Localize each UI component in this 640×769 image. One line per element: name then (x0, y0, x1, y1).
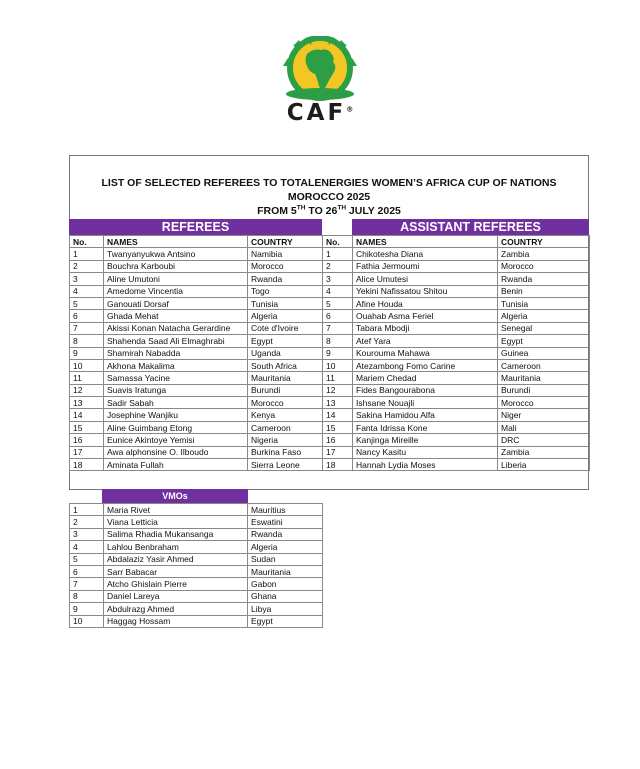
cell-no: 10 (70, 359, 104, 371)
cell-country: Benin (498, 285, 590, 297)
cell-country: Eswatini (248, 516, 323, 528)
cell-country: Egypt (498, 335, 590, 347)
cell-name: Fanta Idrissa Kone (353, 421, 498, 433)
cell-country: Cameroon (248, 421, 323, 433)
cell-name: Nancy Kasitu (353, 446, 498, 458)
cell-name: Kanjinga Mireille (353, 434, 498, 446)
table-row (323, 310, 590, 322)
cell-country: Kenya (248, 409, 323, 421)
cell-country: Senegal (498, 322, 590, 334)
cell-country: Tunisia (248, 297, 323, 309)
cell-name: Kourouma Mahawa (353, 347, 498, 359)
cell-no: 17 (323, 446, 353, 458)
cell-name: Josephine Wanjiku (104, 409, 248, 421)
cell-name: Ishsane Nouajli (353, 397, 498, 409)
table-row (70, 372, 323, 384)
cell-no: 4 (70, 285, 104, 297)
table-row (70, 260, 323, 272)
document-title (69, 176, 589, 218)
cell-no: 2 (323, 260, 353, 272)
cell-name: Ghada Mehat (104, 310, 248, 322)
table-row (70, 541, 323, 553)
cell-no: 11 (323, 372, 353, 384)
cell-no: 2 (70, 260, 104, 272)
cell-name: Salima Rhadia Mukansanga (104, 528, 248, 540)
cell-no: 11 (70, 372, 104, 384)
cell-name: Abdalaziz Yasir Ahmed (104, 553, 248, 565)
table-row (70, 310, 323, 322)
cell-name: Akissi Konan Natacha Gerardine (104, 322, 248, 334)
cell-name: Awa alphonsine O. Ilboudo (104, 446, 248, 458)
cell-name: Afine Houda (353, 297, 498, 309)
cell-country: Rwanda (248, 528, 323, 540)
cell-no: 1 (70, 504, 104, 516)
cell-name: Sarr Babacar (104, 565, 248, 577)
cell-no: 3 (323, 273, 353, 285)
cell-no: 14 (70, 409, 104, 421)
cell-name: Akhona Makalima (104, 359, 248, 371)
cell-name: Lahlou Benbraham (104, 541, 248, 553)
cell-country: Niger (498, 409, 590, 421)
cell-country: DRC (498, 434, 590, 446)
cell-name: Sakina Hamidou Alfa (353, 409, 498, 421)
cell-country: Burkina Faso (248, 446, 323, 458)
cell-country: Cameroon (498, 359, 590, 371)
cell-name: Hannah Lydia Moses (353, 459, 498, 471)
cell-country: Algeria (498, 310, 590, 322)
table-row (323, 273, 590, 285)
cell-no: 12 (70, 384, 104, 396)
cell-no: 9 (70, 603, 104, 615)
cell-no: 8 (70, 335, 104, 347)
cell-name: Shamirah Nabadda (104, 347, 248, 359)
cell-country: Togo (248, 285, 323, 297)
cell-name: Ganouati Dorsaf (104, 297, 248, 309)
table-row (70, 528, 323, 540)
title-line-2: MOROCCO 2025 (287, 191, 371, 203)
table-row (70, 273, 323, 285)
cell-no: 7 (323, 322, 353, 334)
cell-no: 3 (70, 273, 104, 285)
cell-country: Liberia (498, 459, 590, 471)
cell-name: Fides Bangourabona (353, 384, 498, 396)
cell-no: 7 (70, 578, 104, 590)
table-row (70, 446, 323, 458)
cell-no: 10 (70, 615, 104, 627)
cell-country: Gabon (248, 578, 323, 590)
table-row (323, 384, 590, 396)
cell-no: 1 (323, 248, 353, 260)
cell-name: Chikotesha Diana (353, 248, 498, 260)
cell-name: Amedome Vincentia (104, 285, 248, 297)
cell-country: Mauritania (248, 565, 323, 577)
col-header-country: COUNTRY (248, 236, 323, 248)
cell-no: 9 (323, 347, 353, 359)
caf-logo-text: CAF® (286, 100, 354, 126)
table-row (323, 285, 590, 297)
cell-no: 14 (323, 409, 353, 421)
cell-country: Nigeria (248, 434, 323, 446)
cell-no: 4 (323, 285, 353, 297)
cell-no: 18 (70, 459, 104, 471)
cell-no: 13 (323, 397, 353, 409)
table-row (70, 553, 323, 565)
cell-no: 2 (70, 516, 104, 528)
table-row (323, 359, 590, 371)
table-row (323, 434, 590, 446)
table-row (323, 446, 590, 458)
cell-country: Cote d'Ivoire (248, 322, 323, 334)
cell-no: 15 (323, 421, 353, 433)
cell-name: Maria Rivet (104, 504, 248, 516)
cell-country: Guinea (498, 347, 590, 359)
table-row (70, 578, 323, 590)
cell-country: Tunisia (498, 297, 590, 309)
cell-country: Zambia (498, 248, 590, 260)
table-row (70, 384, 323, 396)
table-row (70, 335, 323, 347)
cell-no: 13 (70, 397, 104, 409)
cell-country: Mauritania (498, 372, 590, 384)
cell-name: Yekini Nafissatou Shitou (353, 285, 498, 297)
table-row (323, 322, 590, 334)
caf-emblem-icon (283, 36, 357, 100)
table-row (323, 372, 590, 384)
cell-name: Twanyanyukwa Antsino (104, 248, 248, 260)
col-header-country: COUNTRY (498, 236, 590, 248)
cell-name: Ouahab Asma Feriel (353, 310, 498, 322)
cell-no: 8 (70, 590, 104, 602)
cell-name: Aline Guimbang Etong (104, 421, 248, 433)
col-header-names: NAMES (353, 236, 498, 248)
cell-no: 16 (70, 434, 104, 446)
table-row (70, 565, 323, 577)
cell-country: Burundi (248, 384, 323, 396)
cell-country: Mauritius (248, 504, 323, 516)
table-row (70, 504, 323, 516)
cell-no: 10 (323, 359, 353, 371)
table-row (323, 260, 590, 272)
vmos-table (69, 503, 323, 628)
table-row (70, 248, 323, 260)
cell-country: Uganda (248, 347, 323, 359)
cell-country: Zambia (498, 446, 590, 458)
table-row (323, 397, 590, 409)
registered-mark: ® (346, 105, 354, 114)
col-header-names: NAMES (104, 236, 248, 248)
cell-country: Ghana (248, 590, 323, 602)
table-row (70, 285, 323, 297)
table-row (323, 335, 590, 347)
referees-heading: REFEREES (69, 219, 322, 235)
col-header-no: No. (70, 236, 104, 248)
cell-name: Samassa Yacine (104, 372, 248, 384)
table-row (70, 434, 323, 446)
cell-name: Atezambong Fomo Carine (353, 359, 498, 371)
table-row (70, 322, 323, 334)
cell-country: Morocco (248, 260, 323, 272)
cell-no: 8 (323, 335, 353, 347)
table-row (323, 347, 590, 359)
cell-country: Rwanda (248, 273, 323, 285)
cell-name: Bouchra Karboubi (104, 260, 248, 272)
cell-no: 12 (323, 384, 353, 396)
cell-name: Haggag Hossam (104, 615, 248, 627)
cell-country: Mauritania (248, 372, 323, 384)
table-row (323, 409, 590, 421)
table-row (323, 248, 590, 260)
cell-no: 5 (323, 297, 353, 309)
assistant-referees-heading: ASSISTANT REFEREES (352, 219, 589, 235)
cell-country: Algeria (248, 310, 323, 322)
cell-country: Sudan (248, 553, 323, 565)
cell-name: Aminata Fullah (104, 459, 248, 471)
cell-no: 6 (323, 310, 353, 322)
table-row (70, 359, 323, 371)
assistant-referees-table (322, 235, 590, 471)
table-row (70, 603, 323, 615)
table-row (70, 421, 323, 433)
cell-name: Shahenda Saad Ali Elmaghrabi (104, 335, 248, 347)
title-line-1: LIST OF SELECTED REFEREES TO TOTALENERGIES WOMEN’S AFRICA CUP OF NATIONS (101, 177, 557, 189)
cell-no: 7 (70, 322, 104, 334)
table-row (70, 409, 323, 421)
table-row (323, 459, 590, 471)
cell-name: Aline Umutoni (104, 273, 248, 285)
cell-no: 1 (70, 248, 104, 260)
cell-country: Sierra Leone (248, 459, 323, 471)
cell-no: 6 (70, 310, 104, 322)
cell-no: 6 (70, 565, 104, 577)
cell-no: 3 (70, 528, 104, 540)
table-row (70, 459, 323, 471)
cell-name: Atcho Ghislain Pierre (104, 578, 248, 590)
cell-name: Sadir Sabah (104, 397, 248, 409)
title-line-3: FROM 5TH TO 26TH JULY 2025 (257, 204, 401, 217)
cell-name: Atef Yara (353, 335, 498, 347)
cell-country: Mali (498, 421, 590, 433)
cell-no: 9 (70, 347, 104, 359)
cell-name: Viana Letticia (104, 516, 248, 528)
table-row (70, 397, 323, 409)
cell-name: Daniel Lareya (104, 590, 248, 602)
table-row (70, 516, 323, 528)
cell-country: Morocco (248, 397, 323, 409)
table-header-row (323, 236, 590, 248)
cell-no: 5 (70, 553, 104, 565)
table-row (70, 297, 323, 309)
cell-country: Morocco (498, 260, 590, 272)
cell-name: Suavis Iratunga (104, 384, 248, 396)
cell-country: Egypt (248, 335, 323, 347)
col-header-no: No. (323, 236, 353, 248)
cell-country: South Africa (248, 359, 323, 371)
cell-name: Fathia Jermoumi (353, 260, 498, 272)
cell-country: Namibia (248, 248, 323, 260)
cell-no: 5 (70, 297, 104, 309)
cell-name: Mariem Chedad (353, 372, 498, 384)
cell-no: 18 (323, 459, 353, 471)
cell-no: 15 (70, 421, 104, 433)
cell-country: Rwanda (498, 273, 590, 285)
cell-no: 17 (70, 446, 104, 458)
cell-no: 16 (323, 434, 353, 446)
referees-table (69, 235, 323, 471)
cell-country: Egypt (248, 615, 323, 627)
cell-name: Alice Umutesi (353, 273, 498, 285)
vmos-heading: VMOs (102, 489, 248, 503)
cell-name: Abdulrazg Ahmed (104, 603, 248, 615)
table-header-row (70, 236, 323, 248)
table-row (70, 615, 323, 627)
cell-name: Eunice Akintoye Yemisi (104, 434, 248, 446)
table-row (70, 590, 323, 602)
table-row (323, 421, 590, 433)
table-row (323, 297, 590, 309)
cell-country: Burundi (498, 384, 590, 396)
cell-name: Tabara Mbodji (353, 322, 498, 334)
cell-country: Algeria (248, 541, 323, 553)
cell-country: Morocco (498, 397, 590, 409)
cell-country: Libya (248, 603, 323, 615)
cell-no: 4 (70, 541, 104, 553)
table-row (70, 347, 323, 359)
